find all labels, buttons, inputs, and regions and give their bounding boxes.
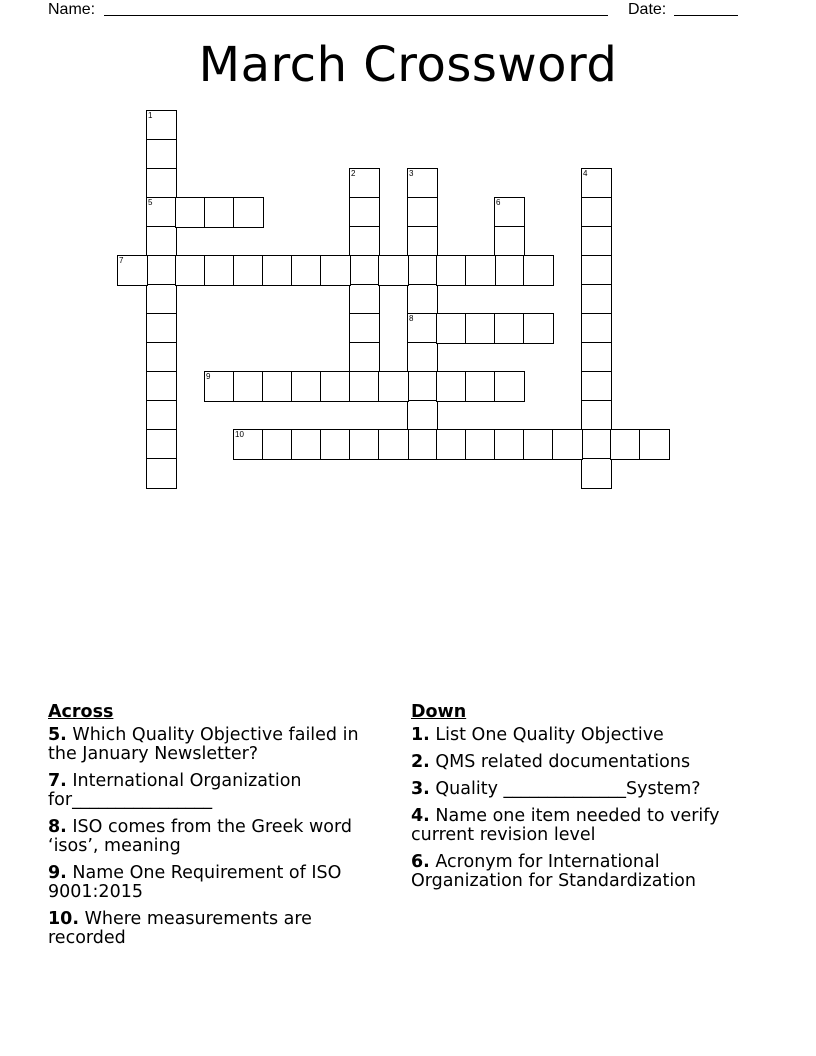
- grid-cell[interactable]: [436, 371, 467, 402]
- grid-cell[interactable]: [494, 313, 525, 344]
- grid-cell[interactable]: [320, 429, 351, 460]
- grid-cell[interactable]: [436, 429, 467, 460]
- grid-cell[interactable]: [378, 371, 409, 402]
- grid-cell[interactable]: [581, 429, 612, 460]
- down-clue-3: [411, 780, 751, 799]
- grid-cell[interactable]: [407, 255, 438, 286]
- clue-number: 7.: [48, 771, 67, 791]
- clue-number-label: 5: [148, 198, 153, 207]
- grid-cell[interactable]: [146, 226, 177, 257]
- clue-text: QMS related documentations: [429, 752, 691, 772]
- grid-cell[interactable]: [349, 371, 380, 402]
- grid-cell[interactable]: [146, 139, 177, 170]
- grid-cell[interactable]: [146, 255, 177, 286]
- grid-cell[interactable]: [581, 400, 612, 431]
- grid-cell[interactable]: [523, 429, 554, 460]
- clue-number-label: 7: [119, 256, 124, 265]
- grid-cell[interactable]: [378, 429, 409, 460]
- grid-cell[interactable]: [349, 255, 380, 286]
- grid-cell[interactable]: [639, 429, 670, 460]
- grid-cell[interactable]: [465, 371, 496, 402]
- clue-number: 5.: [48, 725, 67, 745]
- down-clue-2: [411, 753, 751, 772]
- grid-cell[interactable]: [146, 313, 177, 344]
- grid-cell[interactable]: [291, 371, 322, 402]
- clue-number: 9.: [48, 863, 67, 883]
- grid-cell[interactable]: [494, 371, 525, 402]
- grid-cell[interactable]: [320, 371, 351, 402]
- grid-cell[interactable]: [378, 255, 409, 286]
- grid-cell[interactable]: [204, 255, 235, 286]
- grid-cell[interactable]: [349, 313, 380, 344]
- grid-cell[interactable]: [262, 429, 293, 460]
- grid-cell[interactable]: [233, 255, 264, 286]
- date-label: Date:: [628, 1, 667, 18]
- clue-text: Name one item needed to verify current revision level: [411, 806, 720, 845]
- grid-cell[interactable]: [494, 197, 525, 228]
- grid-cell[interactable]: [349, 226, 380, 257]
- clue-number-label: 2: [351, 169, 356, 178]
- clue-number: 8.: [48, 817, 67, 837]
- grid-cell[interactable]: [407, 400, 438, 431]
- clue-text: Which Quality Objective failed in the January Newsletter?: [48, 725, 359, 764]
- grid-cell[interactable]: [494, 255, 525, 286]
- grid-cell[interactable]: [407, 226, 438, 257]
- grid-cell[interactable]: [581, 458, 612, 489]
- clue-number-label: 10: [235, 430, 244, 439]
- grid-cell[interactable]: [349, 284, 380, 315]
- clue-text: Where measurements are recorded: [48, 909, 312, 948]
- grid-cell[interactable]: [407, 197, 438, 228]
- grid-cell[interactable]: [233, 371, 264, 402]
- grid-cell[interactable]: [146, 342, 177, 373]
- clue-number: 1.: [411, 725, 430, 745]
- grid-cell[interactable]: [262, 255, 293, 286]
- clue-number: 4.: [411, 806, 430, 826]
- page-title: March Crossword: [198, 37, 618, 93]
- grid-cell[interactable]: [407, 284, 438, 315]
- grid-cell[interactable]: [581, 342, 612, 373]
- grid-cell[interactable]: [175, 197, 206, 228]
- grid-cell[interactable]: [581, 284, 612, 315]
- clue-text: Name One Requirement of ISO 9001:2015: [48, 863, 342, 902]
- grid-cell[interactable]: [436, 313, 467, 344]
- grid-cell[interactable]: [146, 197, 177, 228]
- grid-cell[interactable]: [523, 313, 554, 344]
- grid-cell[interactable]: [407, 429, 438, 460]
- down-clue-6: [411, 853, 751, 891]
- grid-cell[interactable]: [465, 313, 496, 344]
- grid-cell[interactable]: [552, 429, 583, 460]
- grid-cell[interactable]: [407, 313, 438, 344]
- clue-number: 6.: [411, 852, 430, 872]
- grid-cell[interactable]: [407, 168, 438, 199]
- grid-cell[interactable]: [233, 429, 264, 460]
- grid-cell[interactable]: [523, 255, 554, 286]
- grid-cell[interactable]: [436, 255, 467, 286]
- clue-number-label: 4: [583, 169, 588, 178]
- grid-cell[interactable]: [581, 313, 612, 344]
- grid-cell[interactable]: [146, 110, 177, 141]
- clue-number: 10.: [48, 909, 80, 929]
- grid-cell[interactable]: [465, 255, 496, 286]
- across-clue-7: [48, 772, 388, 810]
- grid-cell[interactable]: [117, 255, 148, 286]
- clue-text: Acronym for International Organization for Standardization: [411, 852, 696, 891]
- name-label: Name:: [48, 1, 96, 18]
- clue-text: Quality ______________System?: [429, 779, 701, 799]
- grid-cell[interactable]: [146, 400, 177, 431]
- grid-cell[interactable]: [204, 197, 235, 228]
- across-clue-8: [48, 818, 388, 856]
- grid-cell[interactable]: [146, 458, 177, 489]
- grid-cell[interactable]: [146, 284, 177, 315]
- grid-cell[interactable]: [320, 255, 351, 286]
- grid-cell[interactable]: [349, 429, 380, 460]
- grid-cell[interactable]: [233, 197, 264, 228]
- grid-cell[interactable]: [146, 429, 177, 460]
- clue-text: ISO comes from the Greek word ‘isos’, meaning: [48, 817, 353, 856]
- grid-cell[interactable]: [465, 429, 496, 460]
- grid-cell[interactable]: [581, 168, 612, 199]
- clue-text: International Organization for________________: [48, 771, 302, 810]
- grid-cell[interactable]: [175, 255, 206, 286]
- down-heading: Down: [411, 702, 467, 722]
- grid-cell[interactable]: [494, 226, 525, 257]
- grid-cell[interactable]: [349, 342, 380, 373]
- clue-number: 2.: [411, 752, 430, 772]
- clue-text: List One Quality Objective: [429, 725, 664, 745]
- across-clue-5: [48, 726, 388, 764]
- grid-cell[interactable]: [349, 168, 380, 199]
- grid-cell[interactable]: [581, 371, 612, 402]
- grid-cell[interactable]: [407, 371, 438, 402]
- clue-number-label: 1: [148, 111, 153, 120]
- grid-cell[interactable]: [146, 168, 177, 199]
- clue-number-label: 6: [496, 198, 501, 207]
- grid-cell[interactable]: [407, 342, 438, 373]
- across-clue-9: [48, 864, 388, 902]
- grid-cell[interactable]: [262, 371, 293, 402]
- down-clues: [411, 703, 751, 899]
- grid-cell[interactable]: [146, 371, 177, 402]
- grid-cell[interactable]: [581, 197, 612, 228]
- down-clue-1: [411, 726, 751, 745]
- clue-number-label: 9: [206, 372, 211, 381]
- across-clues: [48, 703, 388, 956]
- grid-cell[interactable]: [494, 429, 525, 460]
- grid-cell[interactable]: [581, 255, 612, 286]
- clue-number-label: 8: [409, 314, 414, 323]
- clue-number-label: 3: [409, 169, 414, 178]
- crossword-grid: [0, 0, 816, 500]
- grid-cell[interactable]: [349, 197, 380, 228]
- grid-cell[interactable]: [610, 429, 641, 460]
- down-clue-4: [411, 807, 751, 845]
- clue-number: 3.: [411, 779, 430, 799]
- grid-cell[interactable]: [204, 371, 235, 402]
- grid-cell[interactable]: [291, 255, 322, 286]
- grid-cell[interactable]: [291, 429, 322, 460]
- grid-cell[interactable]: [581, 226, 612, 257]
- across-heading: Across: [48, 702, 114, 722]
- across-clue-10: [48, 910, 388, 948]
